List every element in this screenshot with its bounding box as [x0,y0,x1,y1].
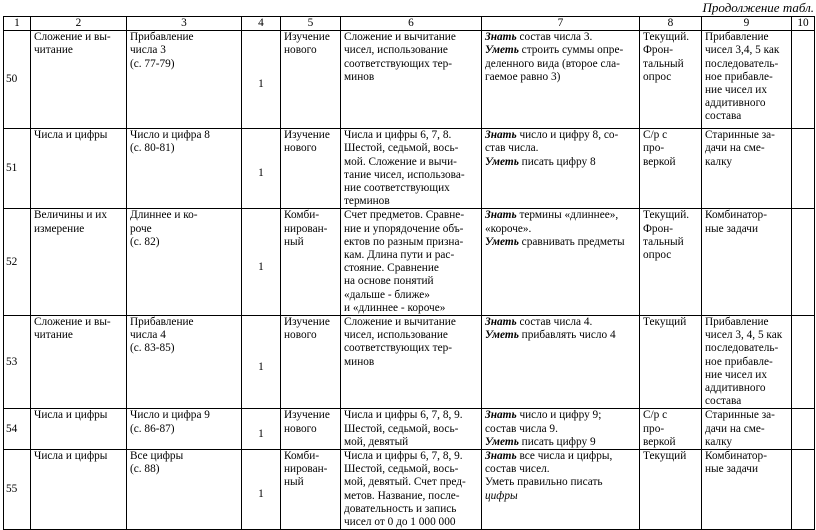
cell-line: последователь- [705,57,779,70]
cell-line: метов. Название, после- [344,489,460,502]
table-row [4,316,815,409]
table-caption: Продолжение табл. [702,0,814,15]
section-cell [31,129,127,209]
content-cell [341,450,482,530]
cell-line: про- [643,422,665,435]
lesson-number-cell: 54 [4,409,31,450]
topic-cell [127,316,242,409]
cell-line: мой, девятый. Счет пред- [344,476,466,489]
column-header-1: 1 [4,17,31,31]
column-header-5: 5 [281,17,341,31]
plain-text: число и цифру 8, со- [516,129,619,142]
cell-line: аддитивного [705,97,766,110]
cell-line [485,450,636,463]
section-cell [31,209,127,316]
cell-line: числа 4 [130,329,166,342]
lesson-type-cell [281,129,341,209]
topic-cell [127,31,242,129]
column-header-6: 6 [341,17,482,31]
cell-line [485,44,636,57]
hours-cell: 1 [242,129,281,209]
requirements-cell [482,129,640,209]
cell-line: калку [705,155,733,168]
notes-cell [792,316,815,409]
cell-line: (с. 88) [130,463,160,476]
cell-line: нового [284,329,317,342]
control-cell [640,450,702,530]
cell-line: Длиннее и ко- [130,209,198,222]
cell-line: Изучение [284,316,330,329]
cell-line: довательность и запись [344,502,457,515]
cell-line: про- [643,142,665,155]
cell-line: последователь- [705,342,779,355]
plain-text: став числа. [485,142,539,155]
lesson-plan-table [3,16,815,530]
cell-line: калку [705,435,733,448]
table-row [4,409,815,450]
cell-line: нирован- [284,222,328,235]
content-cell [341,209,482,316]
control-cell [640,129,702,209]
cell-line [485,490,636,503]
plain-text: все числа и цифры, [516,450,613,463]
emphasis-text: Знать [485,129,517,142]
table-row [4,31,815,129]
plain-text: состав числа 4. [516,316,593,329]
plain-text: число и цифру 9; [516,409,602,422]
cell-line: числа 3 [130,44,166,57]
cell-line: Текущий [643,450,687,463]
cell-line: чисел, использование [344,329,448,342]
plain-text: прибавлять число 4 [518,329,616,342]
notes-cell [792,129,815,209]
plain-text: строить суммы опре- [518,44,624,57]
hours-cell: 1 [242,409,281,450]
cell-line: стояние. Сравнение [344,262,439,275]
cell-line: Фрон- [643,222,674,235]
cell-line: соответствующих тер- [344,342,453,355]
cell-line: роче [130,222,152,235]
cell-line: Числа и цифры [34,450,108,463]
cell-line: ние соответствующих [344,182,450,195]
cell-line: нового [284,44,317,57]
lesson-type-cell [281,450,341,530]
content-cell [341,129,482,209]
cell-line: Прибавление [130,316,194,329]
cell-line: Текущий [643,316,687,329]
cell-line: опрос [643,70,672,83]
column-header-10: 10 [792,17,815,31]
lesson-type-cell [281,409,341,450]
cell-line: Числа и цифры 6, 7, 8. [344,129,452,142]
control-cell [640,409,702,450]
cell-line: Числа и цифры 6, 7, 8, 9. [344,450,463,463]
cell-line: Шестой, седьмой, вось- [344,142,459,155]
column-header-3: 3 [127,17,242,31]
cell-line: веркой [643,155,676,168]
cell-line: опрос [643,249,672,262]
cell-line: читание [34,44,73,57]
plain-text: писать цифру 9 [518,435,596,448]
plain-text: сравнивать предметы [518,235,625,248]
emphasis-text: цифры [485,489,518,502]
cell-line: ние чисел их [705,84,767,97]
cell-line [485,142,636,155]
cell-line: Изучение [284,129,330,142]
notes-cell [792,409,815,450]
extra-cell [702,450,792,530]
table-row [4,450,815,530]
cell-line: тание чисел, использова- [344,168,465,181]
cell-line: минов [344,70,375,83]
control-cell [640,31,702,129]
cell-line: соответствующих тер- [344,57,453,70]
cell-line: С/р с [643,129,668,142]
cell-line: Комбинатор- [705,450,767,463]
hours-cell: 1 [242,31,281,129]
cell-line: терминов [344,195,390,208]
topic-cell [127,129,242,209]
cell-line: ектов по разным призна- [344,235,464,248]
column-header-2: 2 [31,17,127,31]
hours-cell: 1 [242,209,281,316]
cell-line: нового [284,422,317,435]
plain-text: писать цифру 8 [518,155,596,168]
cell-line: Комбинатор- [705,209,767,222]
emphasis-text: Знать [485,409,517,422]
cell-line [485,423,636,436]
cell-line: Сложение и вы- [34,31,111,44]
cell-line: (с. 86-87) [130,422,175,435]
lesson-type-cell [281,316,341,409]
cell-line: дачи на сме- [705,142,765,155]
notes-cell [792,209,815,316]
cell-line [485,436,636,449]
cell-line: Изучение [284,409,330,422]
cell-line: Изучение [284,31,330,44]
notes-cell [792,31,815,129]
plain-text: Уметь правильно писать [485,476,603,489]
cell-line: мой, девятый [344,435,409,448]
content-cell [341,316,482,409]
column-header-7: 7 [482,17,640,31]
extra-cell [702,209,792,316]
extra-cell [702,316,792,409]
requirements-cell [482,409,640,450]
header-row [4,17,815,31]
cell-line [485,71,636,84]
plain-text: «короче». [485,222,532,235]
cell-line: нового [284,142,317,155]
section-cell [31,409,127,450]
cell-line: «дальше - ближе» [344,288,430,301]
content-cell [341,409,482,450]
requirements-cell [482,209,640,316]
cell-line: ный [284,235,304,248]
emphasis-text: Уметь [485,44,519,57]
cell-line: ные задачи [705,222,758,235]
cell-line: тальный [643,57,684,70]
cell-line [485,476,636,489]
cell-line: Старинные за- [705,409,775,422]
cell-line: и «длиннее - короче» [344,301,446,314]
cell-line: веркой [643,435,676,448]
cell-line: дачи на сме- [705,422,765,435]
cell-line: аддитивного [705,382,766,395]
section-cell [31,316,127,409]
cell-line [485,463,636,476]
cell-line: Число и цифра 9 [130,409,210,422]
cell-line: чисел, использование [344,44,448,57]
cell-line: Числа и цифры [34,129,108,142]
cell-line: Счет предметов. Сравне- [344,209,465,222]
cell-line [485,209,636,222]
cell-line: (с. 80-81) [130,142,175,155]
cell-line: Величины и их [34,209,107,222]
cell-line: ные задачи [705,463,758,476]
cell-line: Текущий. [643,31,690,44]
cell-line: чисел 3, 4, 5 как [705,329,783,342]
cell-line: Текущий. [643,209,690,222]
cell-line [485,156,636,169]
extra-cell [702,129,792,209]
content-cell [341,31,482,129]
cell-line: (с. 82) [130,235,160,248]
requirements-cell [482,31,640,129]
cell-line: Комби- [284,209,320,222]
cell-line: Сложение и вычитание [344,316,456,329]
lesson-number-cell: 50 [4,31,31,129]
topic-cell [127,450,242,530]
requirements-cell [482,450,640,530]
cell-line: Прибавление [705,316,769,329]
cell-line: тальный [643,235,684,248]
cell-line: ное прибавле- [705,355,773,368]
cell-line: Шестой, седьмой, вось- [344,422,459,435]
emphasis-text: Уметь [485,435,519,448]
column-header-8: 8 [640,17,702,31]
cell-line: Старинные за- [705,129,775,142]
cell-line: Числа и цифры [34,409,108,422]
column-header-9: 9 [702,17,792,31]
cell-line: Прибавление [130,31,194,44]
control-cell [640,209,702,316]
emphasis-text: Знать [485,31,517,44]
lesson-type-cell [281,209,341,316]
hours-cell: 1 [242,450,281,530]
cell-line: Сложение и вычитание [344,31,456,44]
cell-line: на основе понятий [344,275,434,288]
lesson-number-cell: 51 [4,129,31,209]
column-header-4: 4 [242,17,281,31]
cell-line: нирован- [284,463,328,476]
cell-line: (с. 83-85) [130,342,175,355]
cell-line [485,409,636,422]
lesson-number-cell: 52 [4,209,31,316]
requirements-cell [482,316,640,409]
cell-line [485,31,636,44]
hours-cell: 1 [242,316,281,409]
emphasis-text: Уметь [485,235,519,248]
emphasis-text: Знать [485,450,517,463]
topic-cell [127,409,242,450]
emphasis-text: Знать [485,316,517,329]
cell-line: Прибавление [705,31,769,44]
plain-text: гаемое равно 3) [485,70,561,83]
cell-line [485,129,636,142]
extra-cell [702,31,792,129]
plain-text: состав числа 3. [516,31,593,44]
emphasis-text: Уметь [485,329,519,342]
cell-line [485,223,636,236]
cell-line [485,316,636,329]
cell-line: минов [344,355,375,368]
cell-line: ние и упорядочение объ- [344,222,464,235]
cell-line [485,58,636,71]
cell-line [485,236,636,249]
cell-line: измерение [34,222,85,235]
cell-line: ние чисел их [705,368,767,381]
emphasis-text: Знать [485,209,517,222]
table-row [4,129,815,209]
cell-line: кам. Длина пути и рас- [344,249,455,262]
cell-line: Сложение и вы- [34,316,111,329]
cell-line: чисел от 0 до 1 000 000 [344,516,456,529]
extra-cell [702,409,792,450]
plain-text: деленного вида (второе сла- [485,57,620,70]
cell-line [485,329,636,342]
cell-line: Комби- [284,450,320,463]
cell-line: мой. Сложение и вычи- [344,155,457,168]
plain-text: термины «длиннее», [516,209,619,222]
notes-cell [792,450,815,530]
cell-line: Шестой, седьмой, вось- [344,463,459,476]
cell-line: Число и цифра 8 [130,129,210,142]
cell-line: ное прибавле- [705,70,773,83]
section-cell [31,450,127,530]
cell-line: С/р с [643,409,668,422]
section-cell [31,31,127,129]
lesson-number-cell: 55 [4,450,31,530]
topic-cell [127,209,242,316]
cell-line: чисел 3,4, 5 как [705,44,780,57]
plain-text: состав числа 9. [485,422,558,435]
cell-line: (с. 77-79) [130,57,175,70]
cell-line: Фрон- [643,44,674,57]
cell-line: состава [705,110,742,123]
cell-line: состава [705,395,742,408]
control-cell [640,316,702,409]
cell-line: читание [34,329,73,342]
cell-line: ный [284,476,304,489]
plain-text: состав чисел. [485,463,550,476]
lesson-number-cell: 53 [4,316,31,409]
table-row [4,209,815,316]
cell-line: Все цифры [130,450,184,463]
emphasis-text: Уметь [485,155,519,168]
lesson-type-cell [281,31,341,129]
cell-line: Числа и цифры 6, 7, 8, 9. [344,409,463,422]
